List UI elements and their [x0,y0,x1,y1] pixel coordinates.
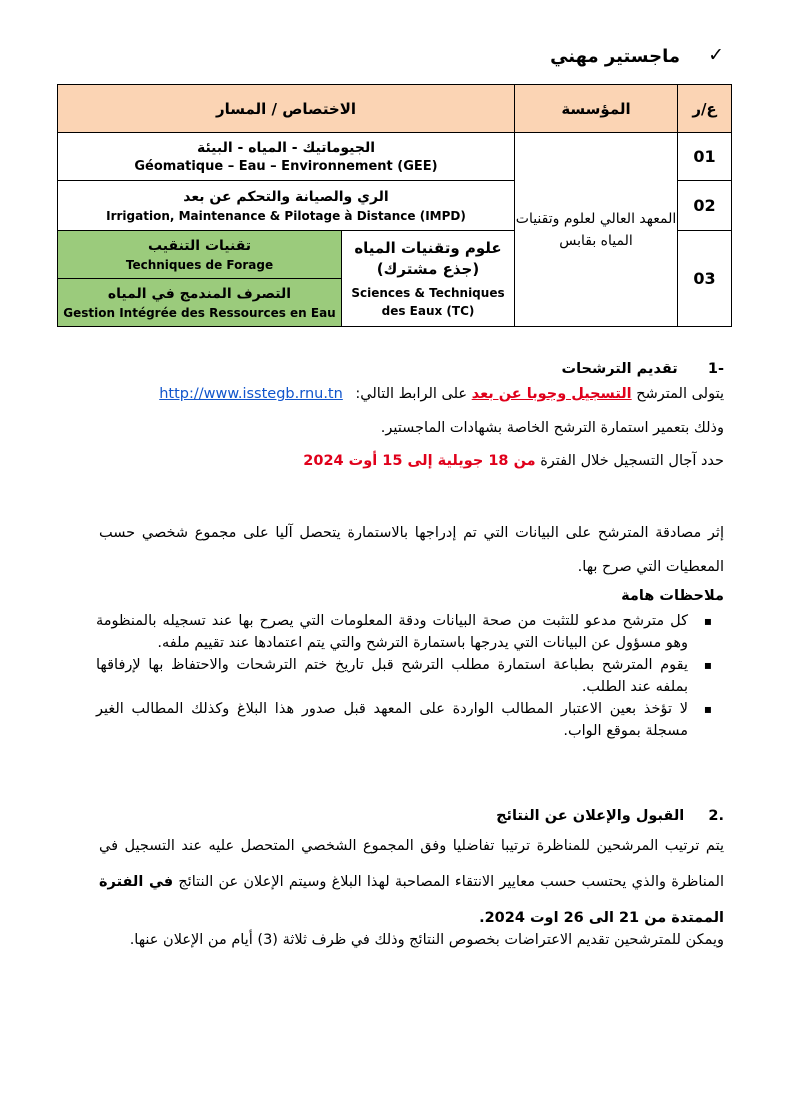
table-row [58,133,732,181]
results-text: يتم ترتيب المرشحين للمناظرة ترتيبا تفاضليا وفق المجموع الشخصي المتحصل عليه عند التسجيل في المناظرة والذي يحتسب حسب معايير الانتقاء المصاحبة لهذا البلاغ وسيتم الإعلان عن النتائج [99,838,724,890]
row-number: 01 [678,133,732,181]
track-fr: Gestion Intégrée des Ressources en Eau [63,305,336,320]
page-title: ماجستير مهني [550,46,680,67]
section2-heading [104,806,724,826]
deadline-text: حدد آجال التسجيل خلال الفترة [535,453,724,469]
specialty-ar: الري والصيانة والتحكم عن بعد [183,188,389,205]
specialty-cell [58,133,515,181]
deadline-line [99,451,724,471]
institution-cell [515,133,678,327]
track-cell [58,231,342,279]
common-core-ar: علوم وتقنيات المياه (جذع مشترك) [354,238,502,278]
form-text: وذلك بتعمير استمارة الترشح الخاصة بشهادات الماجستير. [380,420,724,436]
specialty-fr: Irrigation, Maintenance & Pilotage à Distance (IMPD) [106,208,466,223]
col-num-header: ع/ر [678,85,732,133]
deadline-dates: من 18 جويلية إلى 15 أوت 2024 [303,453,536,469]
registration-text-a: يتولى المترشح [631,386,724,402]
track-ar: التصرف المندمج في المياه [107,285,292,302]
title-row [74,40,724,74]
registration-link[interactable]: http://www.isstegb.rnu.tn [159,386,343,402]
track-fr: Techniques de Forage [125,257,274,272]
objections-line [99,930,724,950]
section1-heading [84,359,724,379]
common-core-fr: Sciences & Techniques des Eaux (TC) [351,285,505,318]
specialty-ar: الجيوماتيك - المياه - البيئة [196,139,376,156]
score-text: إثر مصادقة المترشح على البيانات التي تم إدراجها بالاستمارة يتحصل آليا على مجموع شخصي حسب المعطيات التي صرح بها. [99,525,724,575]
registration-text-b: على الرابط التالي: [350,386,472,402]
track-ar: تقنيات التنقيب [147,237,252,254]
registration-line [99,384,724,404]
score-paragraph [99,516,724,584]
checkmark-icon: ✓ [708,44,724,66]
notes-list [96,610,724,742]
notes-heading: ملاحظات هامة [621,588,724,604]
list-item: ▪ لا تؤخذ بعين الاعتبار المطالب الواردة على المعهد قبل صدور هذا البلاغ وكذلك المطالب الغير مسجلة بموقع الواب. [96,698,724,742]
common-core-cell [342,231,515,327]
col-institution-header: المؤسسة [515,85,678,133]
list-item: ▪ يقوم المترشح بطباعة استمارة مطلب الترشح قبل تاريخ ختم الترشحات والاحتفاظ بها لإرفاقها بملفه عند الطلب. [96,654,724,698]
institution-name: المعهد العالي لعلوم وتقنيات المياه بقابس [515,210,677,249]
objections-text: ويمكن للمترشحين تقديم الاعتراضات بخصوص النتائج وذلك في ظرف ثلاثة (3) أيام من الإعلان عنها. [129,932,724,948]
row-number: 03 [678,231,732,327]
form-line [99,418,724,438]
row-number: 02 [678,181,732,231]
specialty-cell [58,181,515,231]
section2-title: القبول والإعلان عن النتائج [496,808,685,824]
section1-title: تقديم الترشحات [561,361,678,377]
results-paragraph [99,828,724,936]
specialty-fr: Géomatique – Eau – Environnement (GEE) [134,158,438,174]
table-header-row [58,85,732,133]
programs-table [57,84,732,327]
section2-number: .2 [708,808,724,824]
track-cell [58,279,342,327]
section1-number: -1 [707,361,724,377]
results-dates: في الفترة الممتدة من 21 الى 26 اوت 2024. [99,874,724,926]
col-specialty-header: الاختصاص / المسار [58,85,515,133]
registration-online-highlight: التسجيل وجوبا عن بعد [471,386,632,402]
list-item: ▪ كل مترشح مدعو للتثبت من صحة البيانات ودقة المعلومات التي يصرح بها عند تسجيله بالمنظومة وهو مسؤول عن البيانات التي يدرجها باستمارة الترشح والتي يتم اعتمادها عند تقييم ملفه. [96,610,724,654]
